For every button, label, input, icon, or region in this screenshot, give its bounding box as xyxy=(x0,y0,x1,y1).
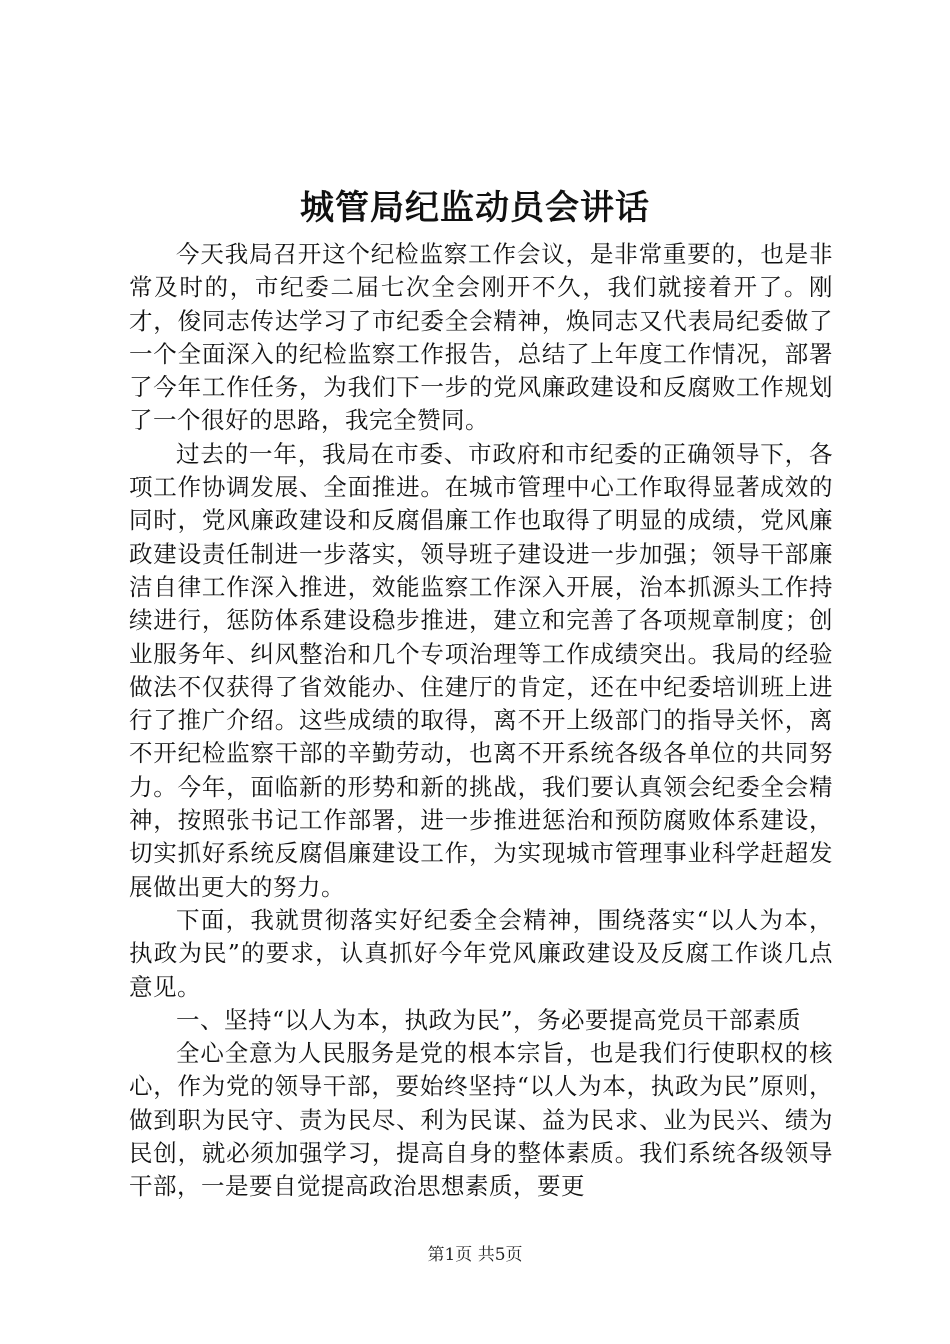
paragraph-3: 下面，我就贯彻落实好纪委全会精神，围绕落实“以人为本，执政为民”的要求，认真抓好今年党风廉政建设及反腐工作谈几点意见。 xyxy=(129,905,833,1001)
page-number: 第1页 共5页 xyxy=(427,1245,523,1265)
document-body xyxy=(129,238,833,1204)
paragraph-2: 过去的一年，我局在市委、市政府和市纪委的正确领导下，各项工作协调发展、全面推进。在城市管理中心工作取得显著成效的同时，党风廉政建设和反腐倡廉工作也取得了明显的成绩，党风廉政建设责任制进一步落实，领导班子建设进一步加强；领导干部廉洁自律工作深入推进，效能监察工作深入开展，治本抓源头工作持续进行，惩防体系建设稳步推进，建立和完善了各项规章制度；创业服务年、纠风整治和几个专项治理等工作成绩突出。我局的经验做法不仅获得了省效能办、住建厅的肯定，还在中纪委培训班上进行了推广介绍。这些成绩的取得，离不开上级部门的指导关怀，离不开纪检监察干部的辛勤劳动，也离不开系统各级各单位的共同努力。今年，面临新的形势和新的挑战，我们要认真领会纪委全会精神，按照张书记工作部署，进一步推进惩治和预防腐败体系建设，切实抓好系统反腐倡廉建设工作，为实现城市管理事业科学赶超发展做出更大的努力。 xyxy=(129,439,833,901)
paragraph-1: 今天我局召开这个纪检监察工作会议，是非常重要的，也是非常及时的，市纪委二届七次全会刚开不久，我们就接着开了。刚才，俊同志传达学习了市纪委全会精神，焕同志又代表局纪委做了一个全面深入的纪检监察工作报告，总结了上年度工作情况，部署了今年工作任务，为我们下一步的党风廉政建设和反腐败工作规划了一个很好的思路，我完全赞同。 xyxy=(129,240,833,435)
paragraph-4: 全心全意为人民服务是党的根本宗旨，也是我们行使职权的核心，作为党的领导干部，要始终坚持“以人为本，执政为民”原则，做到职为民守、责为民尽、利为民谋、益为民求、业为民兴、绩为民创，就必须加强学习，提高自身的整体素质。我们系统各级领导干部，一是要自觉提高政治思想素质，要更 xyxy=(129,1039,833,1201)
section-heading-1: 一、坚持“以人为本，执政为民”，务必要提高党员干部素质 xyxy=(176,1005,802,1034)
document-title: 城管局纪监动员会讲话 xyxy=(300,188,650,228)
